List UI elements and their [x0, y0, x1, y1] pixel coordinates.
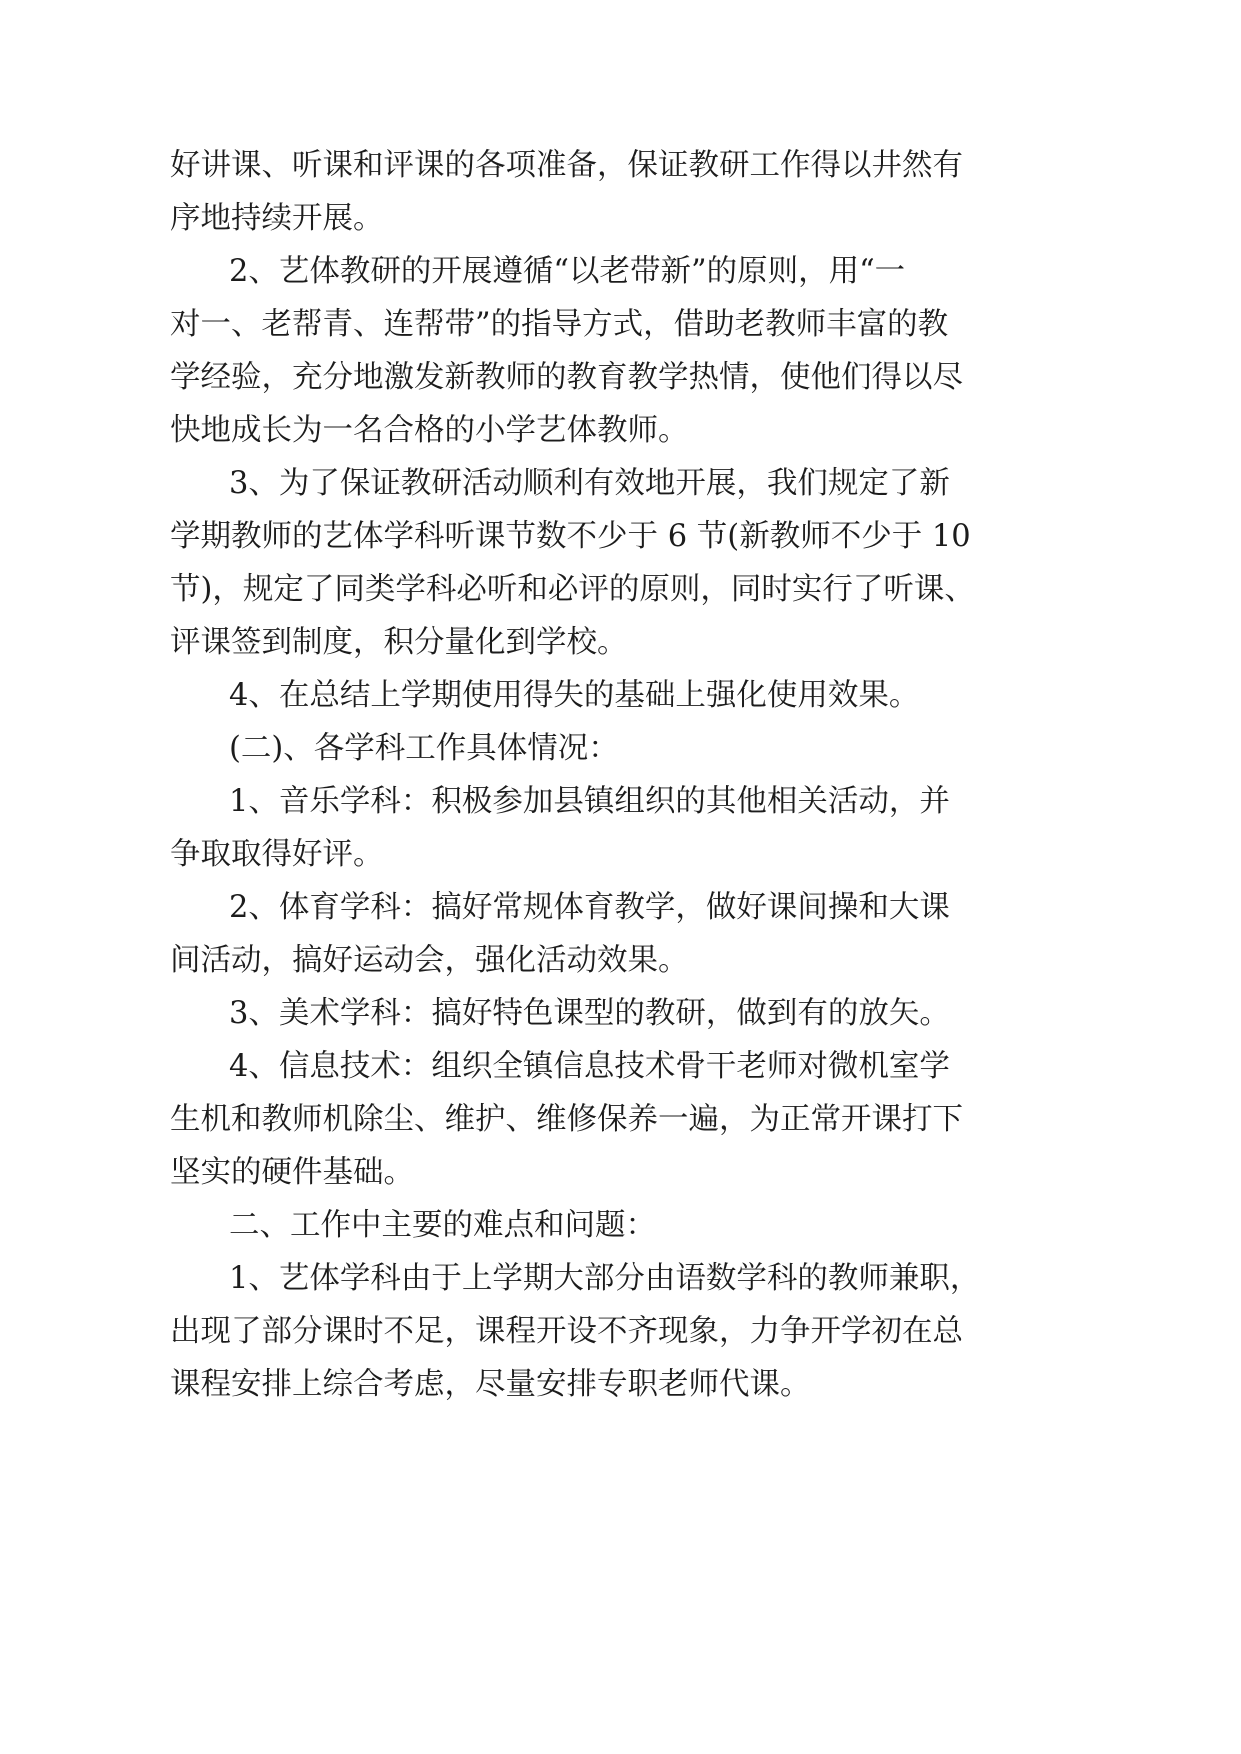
text-line: 序地持续开展。 [170, 201, 384, 236]
text-line: 3、为了保证教研活动顺利有效地开展，我们规定了新 [229, 466, 950, 501]
text-line: 评课签到制度，积分量化到学校。 [170, 625, 628, 660]
text-line: 间活动，搞好运动会，强化活动效果。 [170, 943, 689, 978]
text-line: 生机和教师机除尘、维护、维修保养一遍，为正常开课打下 [170, 1102, 963, 1137]
section-heading: (二)、各学科工作具体情况： [229, 731, 619, 766]
text-line: 对一、老帮青、连帮带”的指导方式，借助老教师丰富的教 [170, 307, 949, 342]
text-line: 坚实的硬件基础。 [170, 1155, 414, 1190]
text-line: 3、美术学科：搞好特色课型的教研，做到有的放矢。 [229, 996, 950, 1031]
text-line: 4、在总结上学期使用得失的基础上强化使用效果。 [229, 678, 920, 713]
section-heading: 二、工作中主要的难点和问题： [229, 1208, 656, 1243]
text-line: 学期教师的艺体学科听课节数不少于 6 节(新教师不少于 10 [170, 519, 971, 554]
text-line: 快地成长为一名合格的小学艺体教师。 [170, 413, 689, 448]
text-line: 出现了部分课时不足，课程开设不齐现象，力争开学初在总 [170, 1314, 963, 1349]
text-line: 1、艺体学科由于上学期大部分由语数学科的教师兼职， [229, 1261, 981, 1296]
text-line: 学经验，充分地激发新教师的教育教学热情，使他们得以尽 [170, 360, 963, 395]
text-line: 2、艺体教研的开展遵循“以老带新”的原则，用“一 [229, 254, 906, 289]
text-line: 1、音乐学科：积极参加县镇组织的其他相关活动，并 [229, 784, 950, 819]
text-line: 争取取得好评。 [170, 837, 384, 872]
text-line: 课程安排上综合考虑，尽量安排专职老师代课。 [170, 1367, 811, 1402]
text-line: 2、体育学科：搞好常规体育教学，做好课间操和大课 [229, 890, 950, 925]
text-line: 4、信息技术：组织全镇信息技术骨干老师对微机室学 [229, 1049, 950, 1084]
text-line: 节)，规定了同类学科必听和必评的原则，同时实行了听课、 [170, 572, 975, 607]
text-line: 好讲课、听课和评课的各项准备，保证教研工作得以井然有 [170, 148, 963, 183]
